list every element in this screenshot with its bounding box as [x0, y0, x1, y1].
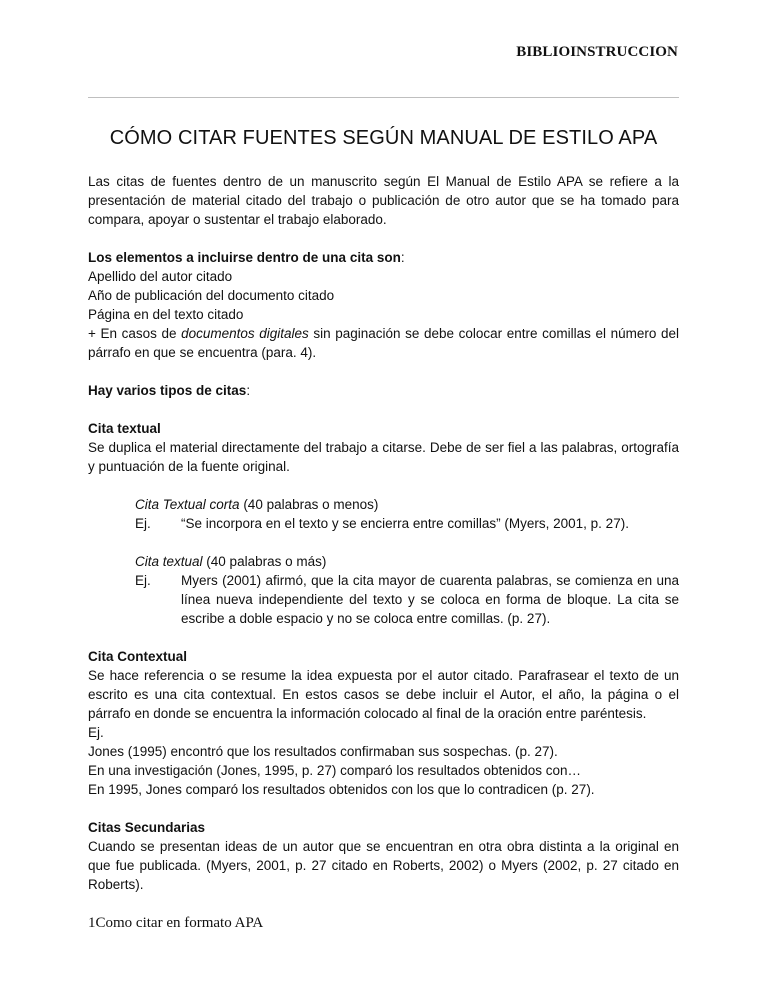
short-quote-example — [88, 514, 679, 533]
contextual-example: Jones (1995) encontró que los resultados confirmaban sus sospechas. (p. 27). — [88, 744, 558, 759]
running-header: BIBLIOINSTRUCCION — [516, 44, 678, 60]
elements-heading: Los elementos a incluirse dentro de una cita son — [88, 250, 401, 265]
header-divider — [88, 97, 679, 98]
page-footer: 1Como citar en formato APA — [88, 915, 264, 931]
long-quote-label-line — [88, 552, 679, 571]
example-text: Myers (2001) afirmó, que la cita mayor de cuarenta palabras, se comienza en una línea nueva independiente del texto y se coloca en forma de bloque. La cita se escribe a doble espacio y no se coloca entre comillas. (p. 27). — [181, 573, 679, 626]
spacer — [88, 476, 679, 495]
spacer — [88, 533, 679, 552]
short-quote-label-line — [88, 495, 679, 514]
types-heading: Hay varios tipos de citas — [88, 383, 247, 398]
short-quote-label: Cita Textual corta — [135, 497, 240, 512]
document-body — [88, 172, 679, 894]
long-quote-example — [88, 571, 679, 628]
spacer — [88, 362, 679, 381]
element-item: Apellido del autor citado — [88, 269, 233, 284]
contextual-example-label: Ej. — [88, 725, 104, 740]
types-heading-line — [88, 381, 679, 400]
element-item: Página en del texto citado — [88, 307, 244, 322]
page-title: CÓMO CITAR FUENTES SEGÚN MANUAL DE ESTILO APA — [109, 127, 658, 149]
digital-documents-note — [88, 324, 679, 362]
spacer — [88, 229, 679, 248]
digital-note-prefix: + En casos de — [88, 326, 182, 341]
example-label: Ej. — [135, 516, 151, 531]
elements-heading-colon: : — [400, 250, 405, 265]
contextual-heading: Cita Contextual — [88, 649, 188, 664]
intro-paragraph: Las citas de fuentes dentro de un manuscrito según El Manual de Estilo APA se refiere a la presentación de material citado del trabajo o publicación de otro autor que se ha tomado para compara, apoyar o sustentar el trabajo elaborado. — [88, 174, 679, 227]
textual-heading: Cita textual — [88, 421, 161, 436]
digital-note-emphasis: documentos digitales — [181, 326, 309, 341]
contextual-description: Se hace referencia o se resume la idea expuesta por el autor citado. Parafrasear el texto de un escrito es una cita contextual. En estos casos se debe incluir el Autor, el año, la página o el párrafo en donde se encuentra la información colocado al final de la oración entre paréntesis. — [88, 668, 679, 721]
secondary-description: Cuando se presentan ideas de un autor que se encuentran en otra obra distinta a la original en que fue publicada. (Myers, 2001, p. 27 citado en Roberts, 2002) o Myers (2002, p. 27 citado en Roberts). — [88, 839, 679, 892]
secondary-heading: Citas Secundarias — [88, 820, 206, 835]
digital-note-rest: sin paginación se debe colocar entre comillas el número del párrafo en que se encuentra (para. 4). — [88, 326, 679, 360]
spacer — [88, 799, 679, 818]
textual-description: Se duplica el material directamente del trabajo a citarse. Debe de ser fiel a las palabras, ortografía y puntuación de la fuente original. — [88, 440, 679, 474]
elements-heading-line — [88, 248, 679, 267]
long-quote-label: Cita textual — [135, 554, 203, 569]
contextual-example: En 1995, Jones comparó los resultados obtenidos con los que lo contradicen (p. 27). — [88, 782, 595, 797]
example-label: Ej. — [135, 573, 151, 588]
contextual-example: En una investigación (Jones, 1995, p. 27) comparó los resultados obtenidos con… — [88, 763, 582, 778]
element-item: Año de publicación del documento citado — [88, 288, 335, 303]
example-text: “Se incorpora en el texto y se encierra entre comillas” (Myers, 2001, p. 27). — [181, 516, 629, 531]
spacer — [88, 400, 679, 419]
types-heading-colon: : — [246, 383, 251, 398]
long-quote-limit: (40 palabras o más) — [202, 554, 327, 569]
spacer — [88, 628, 679, 647]
short-quote-limit: (40 palabras o menos) — [239, 497, 379, 512]
